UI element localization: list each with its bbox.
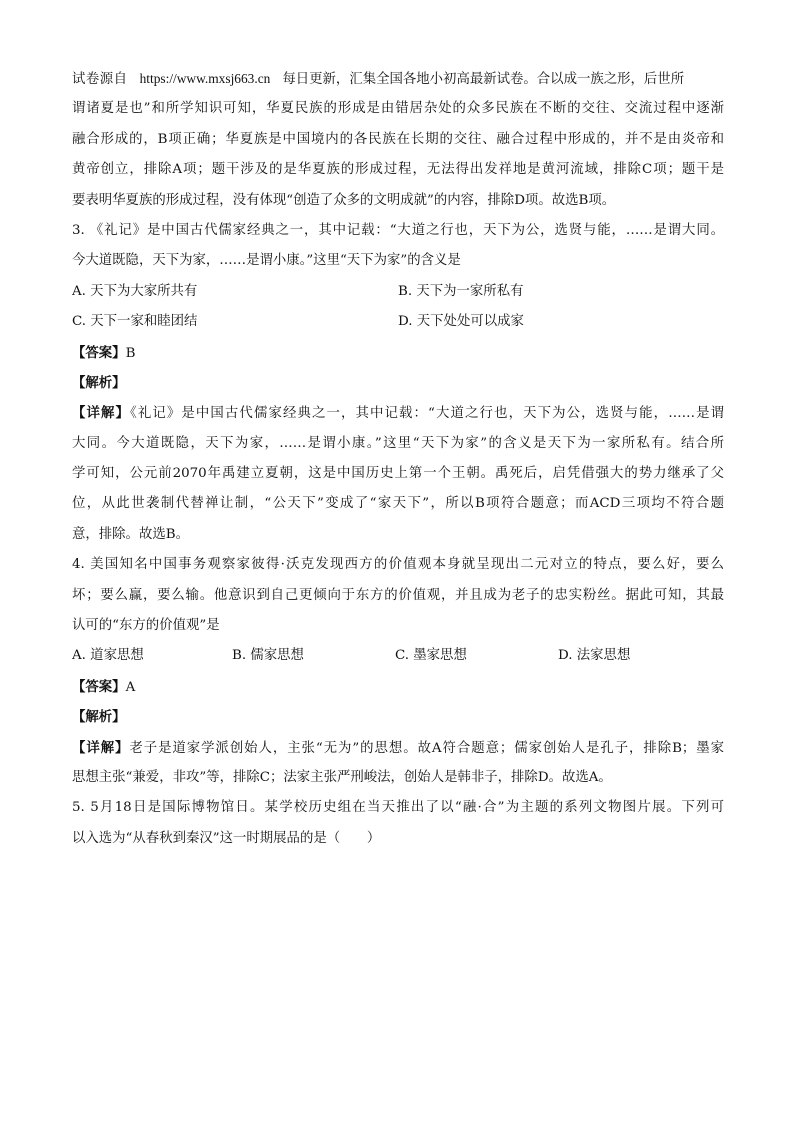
answer-value: B	[125, 345, 136, 361]
detail-label: 【详解】	[72, 739, 130, 756]
answer-label: 【答案】	[72, 344, 126, 361]
q2-tail-line: 融合形成的，B项正确；华夏族是中国境内的各民族在长期的交往、融合过程中形成的，并不是由炎帝和	[72, 131, 724, 147]
q2-tail-line: 谓诸夏是也”和所学知识可知，华夏民族的形成是由错居杂处的众多民族在不断的交往、交流过程中逐渐	[72, 101, 724, 117]
q2-tail-line: 黄帝创立，排除A项；题干涉及的是华夏族的形成过程，无法得出发祥地是黄河流域，排除C项；题干是	[72, 162, 724, 178]
q3-option-a: A. 天下为大家所共有	[72, 283, 198, 299]
detail-label: 【详解】	[72, 405, 131, 422]
q3-answer	[72, 338, 724, 368]
q3-option-c: C. 天下一家和睦团结	[72, 314, 198, 330]
q3-detail-line: 位，从此世袭制代替禅让制，“公天下”变成了“家天下”，所以B项符合题意；而ACD三项均不符合题	[72, 496, 724, 512]
q3-stem-line: 今大道既隐，天下为家，……是谓小康。”这里“天下为家”的含义是	[72, 253, 461, 269]
q4-option-a: A. 道家思想	[72, 648, 144, 664]
q4-option-d: D. 法家思想	[558, 648, 631, 664]
q5-stem-line: 以入选为“从春秋到秦汉”这一时期展品的是（ ）	[72, 830, 381, 846]
source-site-name: 试卷源自	[72, 72, 128, 87]
answer-label: 【答案】	[72, 678, 126, 695]
q5-stem-line: 5. 5月18日是国际博物馆日。某学校历史组在当天推出了以“融·合”为主题的系列文物图片展。下列可	[72, 800, 724, 816]
q4-stem-line: 4. 美国知名中国事务观察家彼得·沃克发现西方的价值观本身就呈现出二元对立的特点，要么好，要么	[72, 557, 724, 573]
q3-option-d: D. 天下处处可以成家	[398, 314, 524, 330]
q3-detail-line: 大同。今大道既隐，天下为家，……是谓小康。”这里“天下为家”的含义是天下为一家所私有。结合所	[72, 435, 724, 451]
q3-options-row-2	[72, 307, 724, 337]
answer-value: A	[125, 679, 136, 695]
source-tagline: 每日更新，汇集全国各地小初高最新试卷。	[282, 72, 537, 87]
q4-detail-line: 思想主张“兼爱，非攻”等，排除C；法家主张严刑峻法，创始人是韩非子，排除D。故选A。	[72, 769, 612, 785]
q4-option-c: C. 墨家思想	[395, 648, 467, 664]
q3-stem-line: 3. 《礼记》是中国古代儒家经典之一，其中记载：“大道之行也，天下为公，选贤与能，……是谓大同。	[72, 222, 724, 238]
q4-analysis-label: 【解析】	[72, 709, 126, 726]
q3-option-b: B. 天下为一家所私有	[398, 283, 524, 299]
q4-answer	[72, 672, 724, 702]
q4-detail-line: 【详解】老子是道家学派创始人，主张“无为”的思想。故A符合题意；儒家创始人是孔子，排除B；墨家	[72, 739, 724, 756]
q4-stem-line: 认可的“东方的价值观”是	[72, 618, 220, 634]
q2-tail-line: 要表明华夏族的形成过程，没有体现“创造了众多的文明成就”的内容，排除D项。故选B项。	[72, 192, 616, 208]
q3-options-row-1	[72, 277, 724, 307]
q4-options-row	[72, 641, 724, 671]
q2-tail-line: 合以成一族之形，后世所	[536, 72, 685, 87]
q4-stem-line: 坏；要么赢，要么输。他意识到自己更倾向于东方的价值观，并且成为老子的忠实粉丝。据此可知，其最	[72, 587, 724, 603]
q4-option-b: B. 儒家思想	[232, 648, 304, 664]
q3-analysis-label: 【解析】	[72, 374, 126, 391]
q3-detail-line: 意，排除。故选B。	[72, 526, 189, 542]
q3-detail-line: 学可知，公元前2070年禹建立夏朝，这是中国历史上第一个王朝。禹死后，启凭借强大的势力继承了父	[72, 466, 724, 482]
q3-detail-line: 【详解】《礼记》是中国古代儒家经典之一，其中记载：“大道之行也，天下为公，选贤与能，……是谓	[72, 405, 724, 422]
page-content	[72, 64, 724, 854]
source-url[interactable]: https://www.mxsj663.cn	[139, 71, 271, 86]
header-line	[72, 64, 724, 94]
